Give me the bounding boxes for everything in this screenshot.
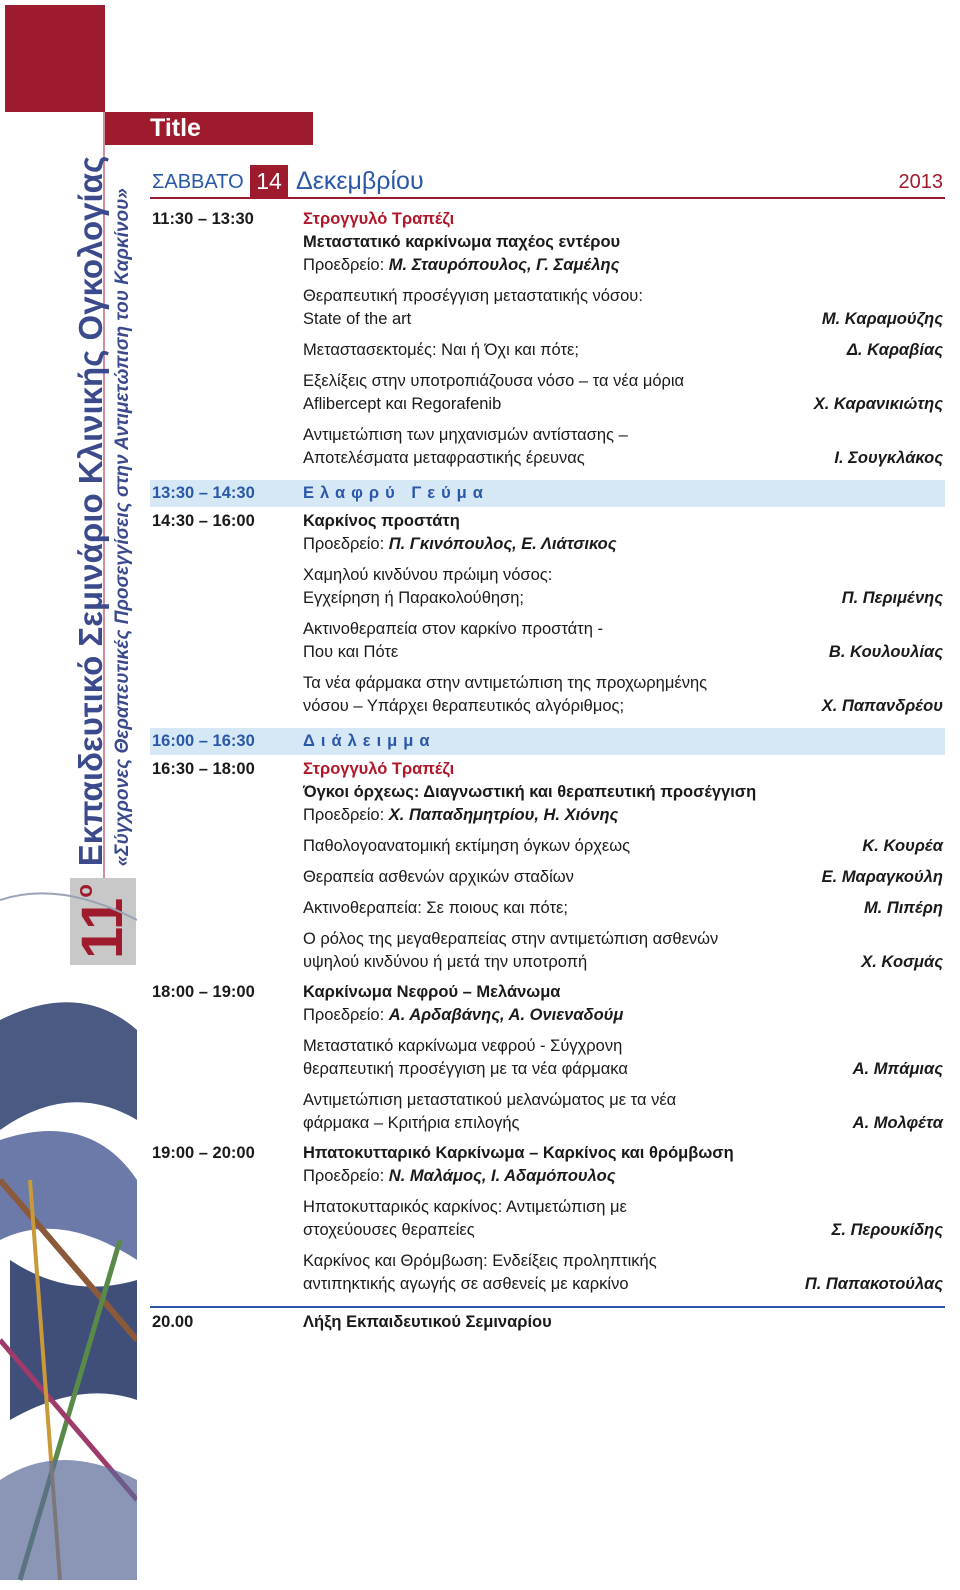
page-title-bar: Title (105, 112, 313, 145)
session-block (150, 205, 945, 474)
talk-item (303, 564, 945, 610)
talk-speaker: Χ. Κοσμάς (861, 953, 943, 971)
session-time: 19:00 – 20:00 (152, 1144, 255, 1162)
talk-title-line: Aflibercept και Regorafenib (303, 395, 502, 413)
closing-row (150, 1308, 945, 1334)
session-chairs (303, 1004, 945, 1027)
chair-names: Μ. Σταυρόπουλος, Γ. Σαμέλης (388, 256, 620, 274)
date-year: 2013 (898, 171, 943, 193)
talk-title-line: Παθολογοανατομική εκτίμηση όγκων όρχεως (303, 837, 631, 855)
talk-item (303, 1089, 945, 1135)
session-title: Όγκοι όρχεως: Διαγνωστική και θεραπευτική προσέγγιση (303, 783, 757, 801)
talk-item (303, 339, 945, 362)
talk-title-line: Θεραπευτική προσέγγιση μεταστατικής νόσου: (303, 287, 643, 305)
chair-label: Προεδρείο: (303, 535, 389, 553)
talk-speaker: Π. Παπακοτούλας (804, 1275, 943, 1293)
talk-title-line: Αντιμετώπιση μεταστατικού μελανώματος με τα νέα (303, 1091, 677, 1109)
talk-speaker: Α. Μολφέτα (852, 1114, 943, 1132)
talk-title-line: Εγχείρηση ή Παρακολούθηση; (303, 589, 524, 607)
seminar-number-value: 11 (70, 897, 135, 959)
session-title: Ηπατοκυτταρικό Καρκίνωμα – Καρκίνος και θρόμβωση (303, 1144, 734, 1162)
talk-item (303, 835, 945, 858)
date-month: Δεκεμβρίου (296, 167, 424, 195)
talk-speaker: Β. Κουλουλίας (828, 643, 943, 661)
talk-item (303, 672, 945, 718)
chair-names: Χ. Παπαδημητρίου, Η. Χιόνης (388, 806, 619, 824)
talk-title-line: Αποτελέσματα μεταφραστικής έρευνας (303, 449, 585, 467)
talk-title-line: Ακτινοθεραπεία στον καρκίνο προστάτη - (303, 620, 603, 638)
break-label: Διάλειμμα (303, 732, 436, 750)
seminar-number-ordinal: ο (72, 884, 97, 898)
talk-title-line: Ηπατοκυτταρικός καρκίνος: Αντιμετώπιση με (303, 1198, 627, 1216)
talk-speaker: Π. Περιμένης (841, 589, 943, 607)
schedule (150, 205, 945, 1334)
seminar-vertical-title (70, 155, 136, 965)
talk-speaker: Σ. Περουκίδης (831, 1221, 943, 1239)
closing-time: 20.00 (152, 1313, 194, 1331)
break-time: 13:30 – 14:30 (152, 484, 255, 502)
session-title: Καρκίνωμα Νεφρού – Μελάνωμα (303, 983, 561, 1001)
chair-label: Προεδρείο: (303, 806, 389, 824)
talk-speaker: Α. Μπάμιας (852, 1060, 943, 1078)
session-block (150, 978, 945, 1139)
talk-speaker: Μ. Καραμούζης (821, 310, 943, 328)
talk-title-line: Εξελίξεις στην υποτροπιάζουσα νόσο – τα νέα μόρια (303, 372, 685, 390)
talk-item (303, 897, 945, 920)
date-number: 14 (250, 165, 288, 197)
talk-speaker: Μ. Πιπέρη (863, 899, 943, 917)
talk-item (303, 370, 945, 416)
date-header (150, 165, 945, 199)
session-chairs (303, 533, 945, 556)
talk-item (303, 866, 945, 889)
talk-title-line: Ο ρόλος της μεγαθεραπείας στην αντιμετώπιση ασθενών (303, 930, 719, 948)
talk-title-line: νόσου – Υπάρχει θεραπευτικός αλγόριθμος; (303, 697, 625, 715)
talk-title-line: φάρμακα – Κριτήρια επιλογής (303, 1114, 520, 1132)
talk-title-line: Ακτινοθεραπεία: Σε ποιους και πότε; (303, 899, 568, 917)
talk-title-line: Καρκίνος και Θρόμβωση: Ενδείξεις προληπτικής (303, 1252, 657, 1270)
session-time: 14:30 – 16:00 (152, 512, 255, 530)
break-row (150, 480, 945, 507)
date-day: ΣΑΒΒΑΤΟ (152, 171, 244, 193)
session-time: 18:00 – 19:00 (152, 983, 255, 1001)
session-chairs (303, 804, 945, 827)
session-block (150, 1139, 945, 1300)
talk-title-line: State of the art (303, 310, 412, 328)
talk-item (303, 1035, 945, 1081)
seminar-main-title: Εκπαιδευτικό Σεμινάριο Κλινικής Ογκολογίας (72, 155, 109, 867)
talk-title-line: Τα νέα φάρμακα στην αντιμετώπιση της προχωρημένης (303, 674, 708, 692)
break-time: 16:00 – 16:30 (152, 732, 255, 750)
session-chairs (303, 254, 945, 277)
session-title: Καρκίνος προστάτη (303, 512, 460, 530)
session-type: Στρογγυλό Τραπέζι (303, 210, 455, 228)
session-type: Στρογγυλό Τραπέζι (303, 760, 455, 778)
chair-names: Π. Γκινόπουλος, Ε. Λιάτσικος (388, 535, 617, 553)
talk-title-line: Θεραπεία ασθενών αρχικών σταδίων (303, 868, 574, 886)
talk-title-line: Μεταστατικό καρκίνωμα νεφρού - Σύγχρονη (303, 1037, 623, 1055)
talk-item (303, 618, 945, 664)
talk-title-line: Αντιμετώπιση των μηχανισμών αντίστασης – (303, 426, 628, 444)
talk-speaker: Κ. Κουρέα (862, 837, 943, 855)
talk-title-line: Που και Πότε (303, 643, 399, 661)
closing-text: Λήξη Εκπαιδευτικού Σεμιναρίου (303, 1313, 552, 1331)
session-title: Μεταστατικό καρκίνωμα παχέος εντέρου (303, 233, 621, 251)
talk-speaker: Ι. Σουγκλάκος (834, 449, 943, 467)
break-label: Ελαφρύ Γεύμα (303, 484, 489, 502)
chair-names: Ν. Μαλάμος, Ι. Αδαμόπουλος (388, 1167, 616, 1185)
session-block (150, 755, 945, 978)
talk-title-line: θεραπευτική προσέγγιση με τα νέα φάρμακα (303, 1060, 628, 1078)
talk-speaker: Ε. Μαραγκούλη (821, 868, 943, 886)
session-time: 16:30 – 18:00 (152, 760, 255, 778)
talk-title-line: Μεταστασεκτομές: Ναι ή Όχι και πότε; (303, 341, 579, 359)
seminar-subtitle: «Σύγχρονες Θεραπευτικές Προσεγγίσεις στην Αντιμετώπιση του Καρκίνου» (112, 188, 133, 867)
talk-title-line: Χαμηλού κινδύνου πρώιμη νόσος: (303, 566, 553, 584)
talk-title-line: στοχεύουσες θεραπείες (303, 1221, 475, 1239)
top-red-block (5, 5, 105, 112)
chair-label: Προεδρείο: (303, 1006, 389, 1024)
talk-item (303, 424, 945, 470)
session-block (150, 507, 945, 722)
talk-title-line: υψηλού κινδύνου ή μετά την υποτροπή (303, 953, 588, 971)
talk-item (303, 285, 945, 331)
session-time: 11:30 – 13:30 (152, 210, 254, 228)
dna-helix-decoration (0, 880, 137, 1590)
talk-speaker: Δ. Καραβίας (846, 341, 943, 359)
chair-label: Προεδρείο: (303, 1167, 389, 1185)
talk-speaker: Χ. Καρανικιώτης (813, 395, 943, 413)
chair-label: Προεδρείο: (303, 256, 389, 274)
talk-item (303, 1250, 945, 1296)
chair-names: Α. Αρδαβάνης, Α. Ονιεναδούμ (388, 1006, 624, 1024)
talk-item (303, 1196, 945, 1242)
talk-title-line: αντιπηκτικής αγωγής σε ασθενείς με καρκίνο (303, 1275, 629, 1293)
session-chairs (303, 1165, 945, 1188)
talk-speaker: Χ. Παπανδρέου (821, 697, 943, 715)
talk-item (303, 928, 945, 974)
sidebar-band (0, 0, 137, 1590)
break-row (150, 728, 945, 755)
